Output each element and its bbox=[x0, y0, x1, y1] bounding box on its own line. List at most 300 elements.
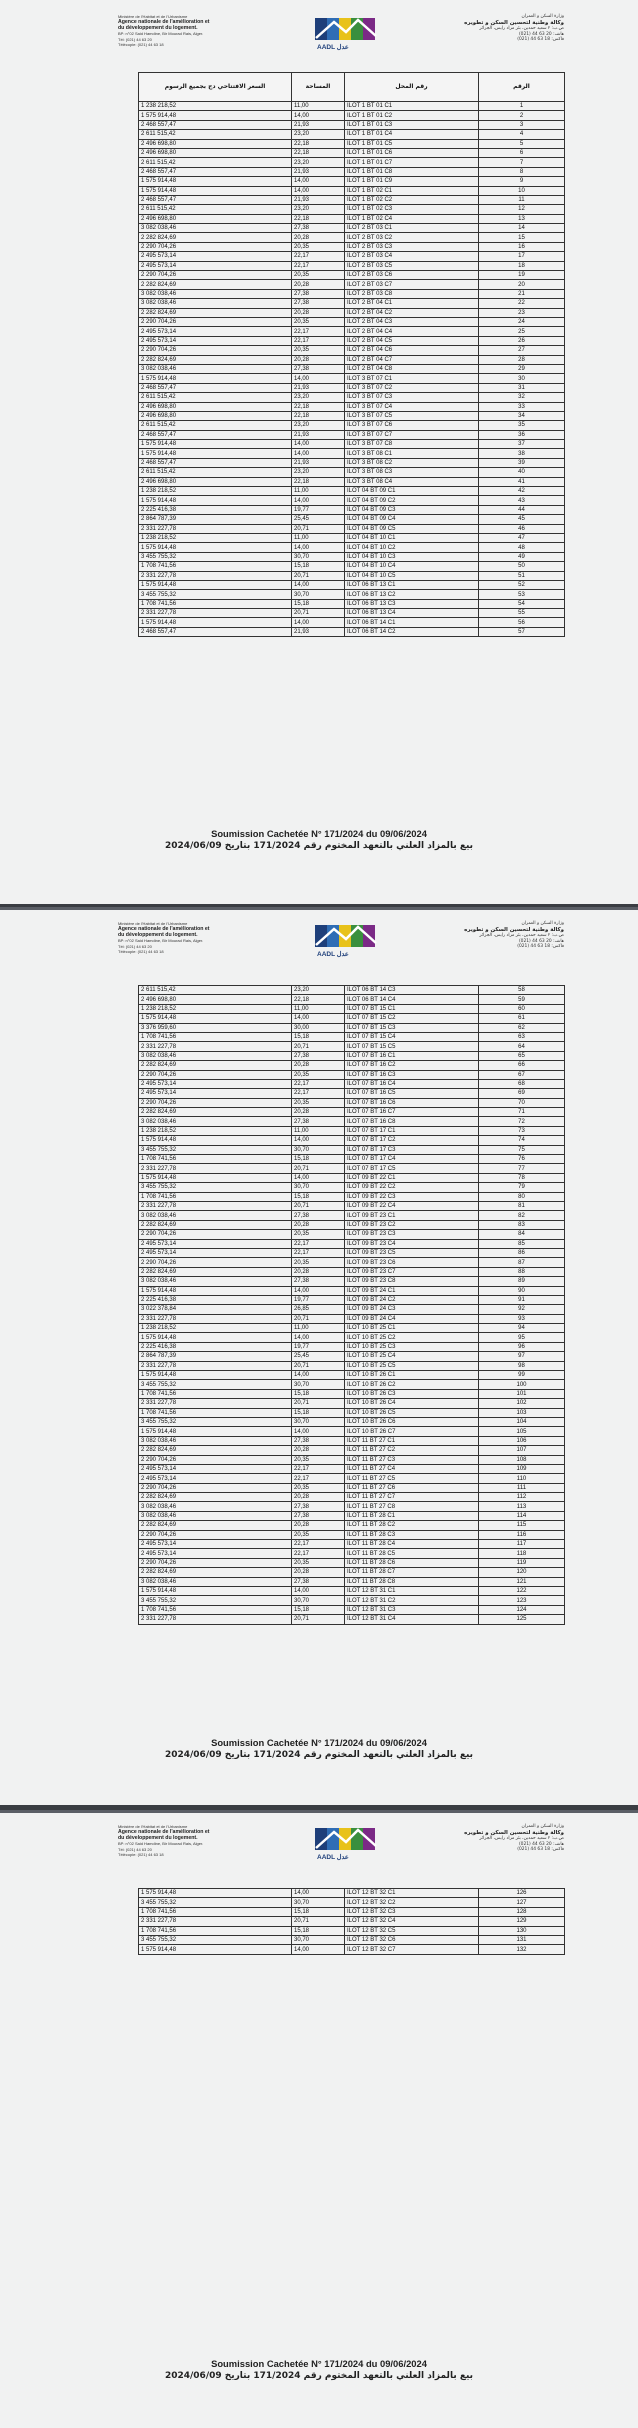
cell-area: 22,17 bbox=[292, 1464, 345, 1473]
cell-price: 3 022 378,84 bbox=[139, 1305, 292, 1314]
cell-price: 1 575 914,48 bbox=[139, 440, 292, 449]
cell-number: 104 bbox=[479, 1417, 565, 1426]
table-row bbox=[139, 1417, 565, 1426]
cell-area: 27,38 bbox=[292, 1436, 345, 1445]
cell-lot: ILOT 11 BT 28 C5 bbox=[345, 1549, 479, 1558]
document-page-1 bbox=[0, 0, 638, 904]
cell-area: 20,71 bbox=[292, 1615, 345, 1624]
cell-price: 2 495 573,14 bbox=[139, 1248, 292, 1257]
cell-lot: ILOT 11 BT 27 C4 bbox=[345, 1464, 479, 1473]
table-row bbox=[139, 1596, 565, 1605]
table-row bbox=[139, 496, 565, 505]
cell-number: 132 bbox=[479, 1945, 565, 1954]
cell-lot: ILOT 04 BT 09 C3 bbox=[345, 505, 479, 514]
cell-lot: ILOT 07 BT 16 C2 bbox=[345, 1061, 479, 1070]
cell-lot: ILOT 12 BT 31 C4 bbox=[345, 1615, 479, 1624]
cell-lot: ILOT 10 BT 25 C1 bbox=[345, 1324, 479, 1333]
cell-price: 1 575 914,48 bbox=[139, 1587, 292, 1596]
cell-number: 114 bbox=[479, 1511, 565, 1520]
cell-number: 75 bbox=[479, 1145, 565, 1154]
cell-price: 1 575 914,48 bbox=[139, 1427, 292, 1436]
cell-price: 1 238 218,52 bbox=[139, 102, 292, 111]
cell-area: 22,18 bbox=[292, 214, 345, 223]
header-area: المساحة bbox=[292, 73, 345, 102]
cell-price: 1 575 914,48 bbox=[139, 374, 292, 383]
table-row bbox=[139, 609, 565, 618]
cell-lot: ILOT 04 BT 10 C1 bbox=[345, 533, 479, 542]
table-row bbox=[139, 487, 565, 496]
table-row bbox=[139, 1907, 565, 1916]
table-row bbox=[139, 1935, 565, 1944]
cell-price: 2 282 824,69 bbox=[139, 1493, 292, 1502]
cell-number: 27 bbox=[479, 346, 565, 355]
cell-lot: ILOT 06 BT 14 C1 bbox=[345, 618, 479, 627]
table-row bbox=[139, 1605, 565, 1614]
cell-price: 2 290 704,26 bbox=[139, 1258, 292, 1267]
table-row bbox=[139, 233, 565, 242]
cell-lot: ILOT 06 BT 13 C3 bbox=[345, 599, 479, 608]
cell-area: 20,35 bbox=[292, 317, 345, 326]
table-row bbox=[139, 1889, 565, 1898]
ar-fax: (021) 44 63 18 :فاكس bbox=[517, 1847, 564, 1852]
cell-lot: ILOT 09 BT 23 C3 bbox=[345, 1230, 479, 1239]
cell-price: 3 455 755,32 bbox=[139, 1898, 292, 1907]
cell-lot: ILOT 12 BT 32 C4 bbox=[345, 1917, 479, 1926]
footer-french: Soumission Cachetée N° 171/2024 du 09/06/2024 bbox=[211, 1737, 427, 1748]
letterhead-french bbox=[118, 921, 268, 955]
cell-price: 3 455 755,32 bbox=[139, 1183, 292, 1192]
cell-area: 20,35 bbox=[292, 1455, 345, 1464]
ar-agency: وكالة وطنية لتحسين السكن و تطويره bbox=[464, 19, 564, 26]
table-row bbox=[139, 1136, 565, 1145]
cell-area: 26,85 bbox=[292, 1305, 345, 1314]
table-row bbox=[139, 468, 565, 477]
table-row bbox=[139, 1108, 565, 1117]
table-row bbox=[139, 1098, 565, 1107]
cell-number: 86 bbox=[479, 1248, 565, 1257]
cell-price: 2 331 227,78 bbox=[139, 609, 292, 618]
cell-price: 3 455 755,32 bbox=[139, 1417, 292, 1426]
cell-price: 2 331 227,78 bbox=[139, 1399, 292, 1408]
cell-price: 2 468 557,47 bbox=[139, 120, 292, 129]
cell-number: 46 bbox=[479, 524, 565, 533]
table-row bbox=[139, 1248, 565, 1257]
footer-french: Soumission Cachetée N° 171/2024 du 09/06/2024 bbox=[211, 828, 427, 839]
letterhead-french bbox=[118, 14, 268, 48]
ar-ministry: وزارة السكن و العمران bbox=[521, 1824, 564, 1829]
table-row bbox=[139, 402, 565, 411]
cell-number: 35 bbox=[479, 421, 565, 430]
cell-number: 95 bbox=[479, 1333, 565, 1342]
footer-french: Soumission Cachetée N° 171/2024 du 09/06/2024 bbox=[211, 2358, 427, 2369]
cell-lot: ILOT 07 BT 17 C3 bbox=[345, 1145, 479, 1154]
cell-number: 42 bbox=[479, 487, 565, 496]
cell-lot: ILOT 12 BT 31 C3 bbox=[345, 1605, 479, 1614]
cell-price: 2 290 704,26 bbox=[139, 1070, 292, 1079]
cell-lot: ILOT 06 BT 13 C4 bbox=[345, 609, 479, 618]
cell-number: 67 bbox=[479, 1070, 565, 1079]
cell-lot: ILOT 10 BT 26 C6 bbox=[345, 1417, 479, 1426]
table-row bbox=[139, 1408, 565, 1417]
table-row bbox=[139, 1126, 565, 1135]
cell-area: 22,18 bbox=[292, 139, 345, 148]
cell-number: 121 bbox=[479, 1577, 565, 1586]
table-body bbox=[139, 1889, 565, 1955]
cell-area: 14,00 bbox=[292, 1945, 345, 1954]
cell-number: 108 bbox=[479, 1455, 565, 1464]
cell-number: 125 bbox=[479, 1615, 565, 1624]
cell-price: 2 331 227,78 bbox=[139, 1615, 292, 1624]
cell-lot: ILOT 07 BT 15 C2 bbox=[345, 1014, 479, 1023]
cell-lot: ILOT 09 BT 23 C1 bbox=[345, 1211, 479, 1220]
cell-number: 50 bbox=[479, 562, 565, 571]
table-row bbox=[139, 364, 565, 373]
cell-lot: ILOT 12 BT 32 C1 bbox=[345, 1889, 479, 1898]
fr-ministry: Ministère de l'Habitat et de l'Urbanisme bbox=[118, 1824, 188, 1829]
cell-lot: ILOT 12 BT 32 C2 bbox=[345, 1898, 479, 1907]
table-row bbox=[139, 1898, 565, 1907]
cell-number: 21 bbox=[479, 289, 565, 298]
cell-area: 30,70 bbox=[292, 1145, 345, 1154]
cell-lot: ILOT 1 BT 02 C2 bbox=[345, 195, 479, 204]
cell-number: 105 bbox=[479, 1427, 565, 1436]
cell-lot: ILOT 07 BT 17 C4 bbox=[345, 1155, 479, 1164]
table-row bbox=[139, 1464, 565, 1473]
cell-lot: ILOT 11 BT 28 C8 bbox=[345, 1577, 479, 1586]
cell-area: 20,28 bbox=[292, 1267, 345, 1276]
fr-agency-line1: Agence nationale de l'amélioration et bbox=[118, 1829, 210, 1836]
cell-lot: ILOT 12 BT 31 C2 bbox=[345, 1596, 479, 1605]
cell-price: 1 708 741,56 bbox=[139, 1907, 292, 1916]
cell-price: 2 290 704,26 bbox=[139, 317, 292, 326]
cell-price: 2 290 704,26 bbox=[139, 1455, 292, 1464]
table-row bbox=[139, 1051, 565, 1060]
cell-area: 19,77 bbox=[292, 505, 345, 514]
table-row bbox=[139, 440, 565, 449]
table-row bbox=[139, 1145, 565, 1154]
cell-price: 1 708 741,56 bbox=[139, 1032, 292, 1041]
ar-fax: (021) 44 63 18 :فاكس bbox=[517, 944, 564, 949]
table-row bbox=[139, 599, 565, 608]
cell-number: 115 bbox=[479, 1521, 565, 1530]
cell-number: 65 bbox=[479, 1051, 565, 1060]
cell-area: 30,70 bbox=[292, 1596, 345, 1605]
cell-area: 14,00 bbox=[292, 186, 345, 195]
cell-price: 1 708 741,56 bbox=[139, 599, 292, 608]
cell-area: 27,38 bbox=[292, 1117, 345, 1126]
table-row bbox=[139, 505, 565, 514]
cell-number: 4 bbox=[479, 130, 565, 139]
cell-area: 20,71 bbox=[292, 571, 345, 580]
table-row bbox=[139, 1615, 565, 1624]
cell-price: 2 282 824,69 bbox=[139, 1568, 292, 1577]
cell-area: 22,17 bbox=[292, 1248, 345, 1257]
cell-area: 14,00 bbox=[292, 1587, 345, 1596]
cell-lot: ILOT 09 BT 24 C2 bbox=[345, 1295, 479, 1304]
cell-number: 9 bbox=[479, 177, 565, 186]
cell-number: 120 bbox=[479, 1568, 565, 1577]
cell-area: 20,71 bbox=[292, 1361, 345, 1370]
cell-area: 15,18 bbox=[292, 1155, 345, 1164]
cell-area: 14,00 bbox=[292, 440, 345, 449]
fr-agency-line2: du développement du logement. bbox=[118, 932, 198, 939]
cell-number: 119 bbox=[479, 1558, 565, 1567]
table-row bbox=[139, 1173, 565, 1182]
table-row bbox=[139, 1436, 565, 1445]
table-header-row bbox=[139, 73, 565, 102]
cell-area: 22,17 bbox=[292, 1549, 345, 1558]
cell-lot: ILOT 06 BT 13 C2 bbox=[345, 590, 479, 599]
cell-area: 22,17 bbox=[292, 1089, 345, 1098]
cell-number: 44 bbox=[479, 505, 565, 514]
logo-text: AADL عدل bbox=[317, 44, 349, 51]
cell-number: 97 bbox=[479, 1352, 565, 1361]
cell-lot: ILOT 07 BT 17 C1 bbox=[345, 1126, 479, 1135]
table-row bbox=[139, 1483, 565, 1492]
cell-area: 20,71 bbox=[292, 1164, 345, 1173]
cell-area: 22,18 bbox=[292, 995, 345, 1004]
table-row bbox=[139, 571, 565, 580]
table-row bbox=[139, 1371, 565, 1380]
cell-area: 22,18 bbox=[292, 477, 345, 486]
cell-number: 39 bbox=[479, 458, 565, 467]
cell-area: 15,18 bbox=[292, 599, 345, 608]
cell-number: 73 bbox=[479, 1126, 565, 1135]
cell-area: 14,00 bbox=[292, 374, 345, 383]
table-row bbox=[139, 1023, 565, 1032]
cell-price: 1 575 914,48 bbox=[139, 1945, 292, 1954]
cell-price: 2 495 573,14 bbox=[139, 1089, 292, 1098]
cell-area: 27,38 bbox=[292, 1511, 345, 1520]
cell-price: 2 864 787,39 bbox=[139, 1352, 292, 1361]
table-row bbox=[139, 449, 565, 458]
cell-area: 27,38 bbox=[292, 224, 345, 233]
cell-number: 14 bbox=[479, 224, 565, 233]
cell-area: 27,38 bbox=[292, 364, 345, 373]
cell-price: 2 290 704,26 bbox=[139, 1530, 292, 1539]
cell-number: 64 bbox=[479, 1042, 565, 1051]
cell-lot: ILOT 2 BT 04 C8 bbox=[345, 364, 479, 373]
table-row bbox=[139, 1192, 565, 1201]
cell-area: 20,35 bbox=[292, 242, 345, 251]
table-row bbox=[139, 1446, 565, 1455]
cell-price: 1 238 218,52 bbox=[139, 533, 292, 542]
cell-number: 20 bbox=[479, 280, 565, 289]
cell-lot: ILOT 10 BT 26 C1 bbox=[345, 1371, 479, 1380]
cell-price: 2 496 698,80 bbox=[139, 139, 292, 148]
cell-number: 89 bbox=[479, 1277, 565, 1286]
cell-lot: ILOT 1 BT 01 C4 bbox=[345, 130, 479, 139]
page-footer bbox=[0, 1737, 638, 1762]
ar-tel: (021) 44 63 20 :هاتف bbox=[518, 31, 564, 37]
cell-area: 20,28 bbox=[292, 233, 345, 242]
table-row bbox=[139, 346, 565, 355]
fr-agency-line2: du développement du logement. bbox=[118, 25, 198, 32]
cell-price: 3 455 755,32 bbox=[139, 1380, 292, 1389]
fr-ministry: Ministère de l'Habitat et de l'Urbanisme bbox=[118, 14, 188, 19]
cell-lot: ILOT 3 BT 08 C1 bbox=[345, 449, 479, 458]
cell-number: 91 bbox=[479, 1295, 565, 1304]
cell-number: 122 bbox=[479, 1587, 565, 1596]
cell-price: 2 468 557,47 bbox=[139, 383, 292, 392]
cell-lot: ILOT 10 BT 25 C4 bbox=[345, 1352, 479, 1361]
cell-number: 118 bbox=[479, 1549, 565, 1558]
cell-number: 88 bbox=[479, 1267, 565, 1276]
cell-number: 59 bbox=[479, 995, 565, 1004]
cell-number: 26 bbox=[479, 336, 565, 345]
cell-area: 20,35 bbox=[292, 271, 345, 280]
cell-number: 60 bbox=[479, 1004, 565, 1013]
cell-lot: ILOT 10 BT 25 C2 bbox=[345, 1333, 479, 1342]
cell-price: 1 238 218,52 bbox=[139, 487, 292, 496]
cell-number: 17 bbox=[479, 252, 565, 261]
cell-price: 1 575 914,48 bbox=[139, 618, 292, 627]
cell-number: 116 bbox=[479, 1530, 565, 1539]
cell-price: 1 575 914,48 bbox=[139, 111, 292, 120]
cell-price: 1 575 914,48 bbox=[139, 449, 292, 458]
cell-area: 21,93 bbox=[292, 383, 345, 392]
cell-lot: ILOT 11 BT 28 C2 bbox=[345, 1521, 479, 1530]
table-row bbox=[139, 158, 565, 167]
cell-price: 2 468 557,47 bbox=[139, 627, 292, 636]
cell-price: 2 468 557,47 bbox=[139, 195, 292, 204]
cell-price: 3 082 038,46 bbox=[139, 1277, 292, 1286]
cell-lot: ILOT 3 BT 07 C4 bbox=[345, 402, 479, 411]
cell-lot: ILOT 12 BT 32 C5 bbox=[345, 1926, 479, 1935]
cell-price: 1 575 914,48 bbox=[139, 1173, 292, 1182]
cell-price: 2 282 824,69 bbox=[139, 355, 292, 364]
lots-table bbox=[138, 985, 565, 1625]
cell-lot: ILOT 09 BT 23 C7 bbox=[345, 1267, 479, 1276]
table-row bbox=[139, 1014, 565, 1023]
cell-lot: ILOT 2 BT 04 C7 bbox=[345, 355, 479, 364]
document-page-2 bbox=[0, 907, 638, 1805]
cell-number: 79 bbox=[479, 1183, 565, 1192]
cell-area: 23,20 bbox=[292, 421, 345, 430]
table-row bbox=[139, 102, 565, 111]
letterhead bbox=[118, 921, 564, 961]
cell-lot: ILOT 04 BT 09 C2 bbox=[345, 496, 479, 505]
letterhead-french bbox=[118, 1824, 268, 1858]
cell-price: 2 611 515,42 bbox=[139, 205, 292, 214]
cell-lot: ILOT 07 BT 17 C2 bbox=[345, 1136, 479, 1145]
cell-area: 23,20 bbox=[292, 130, 345, 139]
cell-area: 22,17 bbox=[292, 1474, 345, 1483]
cell-lot: ILOT 1 BT 01 C3 bbox=[345, 120, 479, 129]
table-row bbox=[139, 1258, 565, 1267]
table-row bbox=[139, 1230, 565, 1239]
table-row bbox=[139, 280, 565, 289]
cell-price: 3 082 038,46 bbox=[139, 299, 292, 308]
cell-lot: ILOT 3 BT 08 C2 bbox=[345, 458, 479, 467]
table-row bbox=[139, 580, 565, 589]
cell-price: 2 495 573,14 bbox=[139, 1464, 292, 1473]
cell-area: 20,28 bbox=[292, 355, 345, 364]
lots-table bbox=[138, 1888, 565, 1955]
cell-lot: ILOT 12 BT 31 C1 bbox=[345, 1587, 479, 1596]
cell-price: 2 331 227,78 bbox=[139, 1917, 292, 1926]
table-row bbox=[139, 1004, 565, 1013]
cell-number: 76 bbox=[479, 1155, 565, 1164]
table-row bbox=[139, 1917, 565, 1926]
table-row bbox=[139, 1511, 565, 1520]
ar-fax: (021) 44 63 18 :فاكس bbox=[517, 37, 564, 42]
cell-price: 2 331 227,78 bbox=[139, 1042, 292, 1051]
cell-number: 3 bbox=[479, 120, 565, 129]
table-row bbox=[139, 120, 565, 129]
cell-area: 14,00 bbox=[292, 177, 345, 186]
cell-number: 56 bbox=[479, 618, 565, 627]
fr-address: BP: n°02 Said Hamdine, Bir Mourad Rais, Alger. bbox=[118, 938, 204, 944]
fr-agency-line1: Agence nationale de l'amélioration et bbox=[118, 19, 210, 26]
letterhead-arabic bbox=[414, 14, 564, 43]
cell-price: 2 282 824,69 bbox=[139, 1061, 292, 1070]
cell-number: 111 bbox=[479, 1483, 565, 1492]
table-row bbox=[139, 1070, 565, 1079]
table-row bbox=[139, 1568, 565, 1577]
table-row bbox=[139, 411, 565, 420]
table-row bbox=[139, 552, 565, 561]
table-row bbox=[139, 995, 565, 1004]
cell-number: 82 bbox=[479, 1211, 565, 1220]
cell-area: 22,17 bbox=[292, 336, 345, 345]
table-row bbox=[139, 186, 565, 195]
cell-number: 102 bbox=[479, 1399, 565, 1408]
cell-price: 2 468 557,47 bbox=[139, 430, 292, 439]
table-row bbox=[139, 317, 565, 326]
cell-number: 81 bbox=[479, 1201, 565, 1210]
cell-lot: ILOT 09 BT 22 C2 bbox=[345, 1183, 479, 1192]
cell-number: 87 bbox=[479, 1258, 565, 1267]
cell-price: 2 331 227,78 bbox=[139, 1201, 292, 1210]
cell-price: 2 496 698,80 bbox=[139, 148, 292, 157]
cell-number: 18 bbox=[479, 261, 565, 270]
cell-price: 2 611 515,42 bbox=[139, 158, 292, 167]
cell-lot: ILOT 2 BT 04 C3 bbox=[345, 317, 479, 326]
cell-area: 15,18 bbox=[292, 562, 345, 571]
cell-lot: ILOT 07 BT 16 C1 bbox=[345, 1051, 479, 1060]
cell-area: 15,18 bbox=[292, 1032, 345, 1041]
cell-price: 2 496 698,80 bbox=[139, 995, 292, 1004]
table-row bbox=[139, 1239, 565, 1248]
cell-price: 3 082 038,46 bbox=[139, 289, 292, 298]
cell-price: 1 575 914,48 bbox=[139, 1136, 292, 1145]
cell-price: 2 282 824,69 bbox=[139, 1521, 292, 1530]
cell-number: 24 bbox=[479, 317, 565, 326]
cell-lot: ILOT 11 BT 27 C6 bbox=[345, 1483, 479, 1492]
cell-number: 103 bbox=[479, 1408, 565, 1417]
cell-lot: ILOT 04 BT 10 C2 bbox=[345, 543, 479, 552]
table-row bbox=[139, 421, 565, 430]
cell-number: 16 bbox=[479, 242, 565, 251]
letterhead-arabic bbox=[414, 921, 564, 950]
cell-price: 2 290 704,26 bbox=[139, 242, 292, 251]
cell-number: 51 bbox=[479, 571, 565, 580]
cell-lot: ILOT 2 BT 04 C2 bbox=[345, 308, 479, 317]
cell-lot: ILOT 11 BT 27 C1 bbox=[345, 1436, 479, 1445]
table-row bbox=[139, 130, 565, 139]
table-row bbox=[139, 271, 565, 280]
cell-number: 38 bbox=[479, 449, 565, 458]
cell-number: 66 bbox=[479, 1061, 565, 1070]
cell-area: 20,35 bbox=[292, 346, 345, 355]
cell-price: 1 575 914,48 bbox=[139, 496, 292, 505]
cell-price: 2 495 573,14 bbox=[139, 252, 292, 261]
aadl-logo bbox=[314, 16, 378, 52]
cell-price: 2 331 227,78 bbox=[139, 524, 292, 533]
cell-price: 3 082 038,46 bbox=[139, 1502, 292, 1511]
cell-lot: ILOT 12 BT 32 C7 bbox=[345, 1945, 479, 1954]
